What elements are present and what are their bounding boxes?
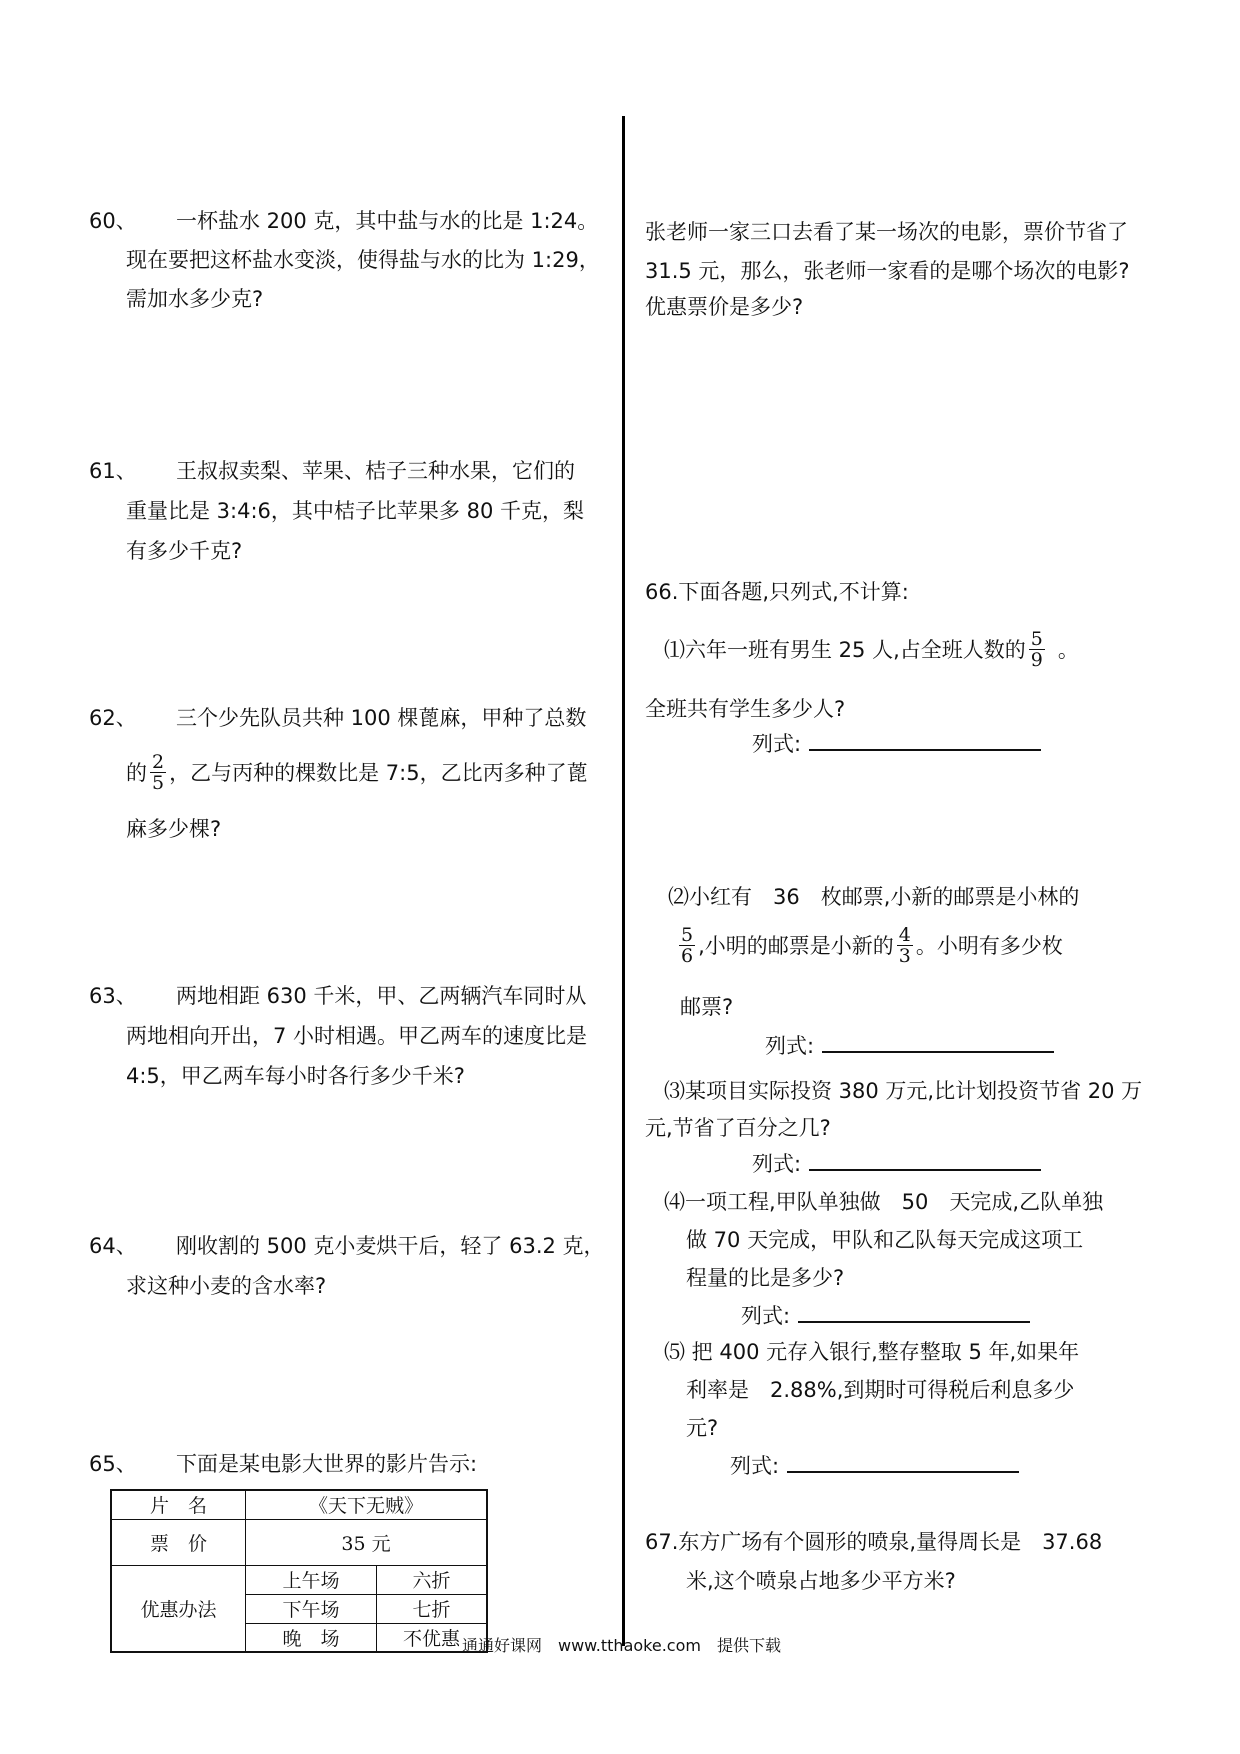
q66-p2-fraction-2 (897, 925, 913, 966)
answer-label: 列式: (741, 1304, 791, 1328)
q66-p1-answer (752, 725, 1041, 763)
table-cell-session: 上午场 (246, 1565, 377, 1594)
q60-number: 60、 (89, 209, 137, 233)
q66-p4-line2: 做 70 天完成，甲队和乙队每天完成这项工 (686, 1228, 1084, 1252)
q62-line1: 三个少先队员共种 100 棵蓖麻，甲种了总数 (176, 706, 587, 730)
q66-p2-answer (765, 1027, 1054, 1065)
q66-p4-answer (741, 1297, 1030, 1335)
q62-line2-pre: 的 (126, 760, 147, 785)
q67-line1: 67.东方广场有个圆形的喷泉,量得周长是 37.68 (645, 1530, 1103, 1554)
answer-label: 列式: (730, 1454, 780, 1478)
q66-p2-frac2-numerator: 4 (898, 924, 911, 946)
table-cell-movie-title: 《天下无贼》 (246, 1490, 488, 1519)
q65-cont-line1: 张老师一家三口去看了某一场次的电影，票价节省了 (645, 220, 1128, 244)
q66-p3-answer (752, 1145, 1041, 1183)
table-cell-session: 晚 场 (246, 1623, 377, 1652)
q61-line2: 重量比是 3:4:6，其中桔子比苹果多 80 千克，梨 (126, 499, 584, 523)
movie-promo-table (110, 1489, 488, 1653)
answer-blank-line[interactable] (822, 1029, 1054, 1053)
q62-line2 (126, 752, 588, 793)
answer-blank-line[interactable] (787, 1449, 1019, 1473)
q66-p2-mid: ,小明的邮票是小新的 (698, 933, 894, 958)
q66-p2-post: 。小明有多少枚 (915, 933, 1063, 958)
q66-p2-frac2-denominator: 3 (898, 945, 911, 967)
table-cell-label-title: 片 名 (111, 1490, 246, 1519)
column-divider (622, 116, 625, 1646)
answer-blank-line[interactable] (809, 1147, 1041, 1171)
q65-intro: 下面是某电影大世界的影片告示: (176, 1452, 478, 1476)
q60-line2: 现在要把这杯盐水变淡，使得盐与水的比为 1:29， (126, 248, 600, 272)
q65-cont-line3: 优惠票价是多少? (645, 295, 804, 319)
q64-line1: 刚收割的 500 克小麦烘干后，轻了 63.2 克， (176, 1234, 605, 1258)
q60-line3: 需加水多少克? (126, 287, 264, 311)
q66-p5-line1: ⑸ 把 400 元存入银行,整存整取 5 年,如果年 (664, 1340, 1080, 1364)
q62-frac-denominator: 5 (152, 772, 165, 794)
q66-title: 66.下面各题,只列式,不计算: (645, 580, 909, 604)
table-cell-price: 35 元 (246, 1519, 488, 1565)
q66-p4-line1: ⑷一项工程,甲队单独做 50 天完成,乙队单独 (664, 1190, 1104, 1214)
q66-p1-line2: 全班共有学生多少人? (645, 697, 846, 721)
q66-p3-line2: 元,节省了百分之几? (645, 1116, 831, 1140)
q66-p2-frac1-numerator: 5 (681, 924, 694, 946)
q66-p2-frac1-denominator: 6 (681, 945, 694, 967)
table-cell-discount: 不优惠 (377, 1623, 488, 1652)
q66-p1-pre: ⑴六年一班有男生 25 人,占全班人数的 (664, 637, 1026, 662)
q65-cont-line2: 31.5 元，那么，张老师一家看的是哪个场次的电影? (645, 259, 1130, 283)
q66-p2-line3: 邮票? (680, 995, 734, 1019)
answer-label: 列式: (752, 732, 802, 756)
q66-p4-line3: 程量的比是多少? (686, 1266, 845, 1290)
q61-number: 61、 (89, 459, 137, 483)
answer-label: 列式: (752, 1152, 802, 1176)
table-cell-label-discount: 优惠办法 (111, 1565, 246, 1652)
q63-line2: 两地相向开出，7 小时相遇。甲乙两车的速度比是 (126, 1024, 588, 1048)
answer-blank-line[interactable] (798, 1299, 1030, 1323)
q62-line2-post: ，乙与丙种的棵数比是 7:5，乙比丙多种了蓖 (169, 760, 588, 785)
q66-p2-line2 (676, 925, 1063, 966)
q66-p1-fraction (1029, 629, 1045, 670)
q64-number: 64、 (89, 1234, 137, 1258)
q66-p1-line1 (664, 629, 1079, 670)
table-cell-discount: 六折 (377, 1565, 488, 1594)
table-row (111, 1519, 487, 1565)
table-row (111, 1565, 487, 1594)
q66-p5-line3: 元? (686, 1416, 719, 1440)
table-cell-discount: 七折 (377, 1594, 488, 1623)
q64-line2: 求这种小麦的含水率? (126, 1274, 327, 1298)
table-cell-label-price: 票 价 (111, 1519, 246, 1565)
q62-number: 62、 (89, 706, 137, 730)
answer-label: 列式: (765, 1034, 815, 1058)
footer-watermark: 通通好课网 www.tthaoke.com 提供下载 (462, 1636, 781, 1655)
q63-line3: 4:5，甲乙两车每小时各行多少千米? (126, 1064, 465, 1088)
q62-line3: 麻多少棵? (126, 817, 222, 841)
table-row (111, 1490, 487, 1519)
q60-line1: 一杯盐水 200 克，其中盐与水的比是 1:24。 (176, 209, 599, 233)
q66-p1-frac-denominator: 9 (1030, 649, 1043, 671)
q66-p2-fraction-1 (679, 925, 695, 966)
q66-p3-line1: ⑶某项目实际投资 380 万元,比计划投资节省 20 万 (664, 1079, 1143, 1103)
q66-p1-post: 。 (1057, 637, 1079, 662)
q61-line3: 有多少千克? (126, 539, 243, 563)
table-cell-session: 下午场 (246, 1594, 377, 1623)
q67-line2: 米,这个喷泉占地多少平方米? (686, 1569, 956, 1593)
q63-number: 63、 (89, 984, 137, 1008)
q65-number: 65、 (89, 1452, 137, 1476)
q61-line1: 王叔叔卖梨、苹果、桔子三种水果，它们的 (176, 459, 575, 483)
q66-p1-frac-numerator: 5 (1030, 628, 1043, 650)
q66-p5-answer (730, 1447, 1019, 1485)
q66-p5-line2: 利率是 2.88%,到期时可得税后利息多少 (686, 1378, 1075, 1402)
q63-line1: 两地相距 630 千米，甲、乙两辆汽车同时从 (176, 984, 587, 1008)
q62-fraction (150, 752, 166, 793)
q62-frac-numerator: 2 (152, 751, 165, 773)
q66-p2-line1: ⑵小红有 36 枚邮票,小新的邮票是小林的 (668, 885, 1080, 909)
answer-blank-line[interactable] (809, 727, 1041, 751)
